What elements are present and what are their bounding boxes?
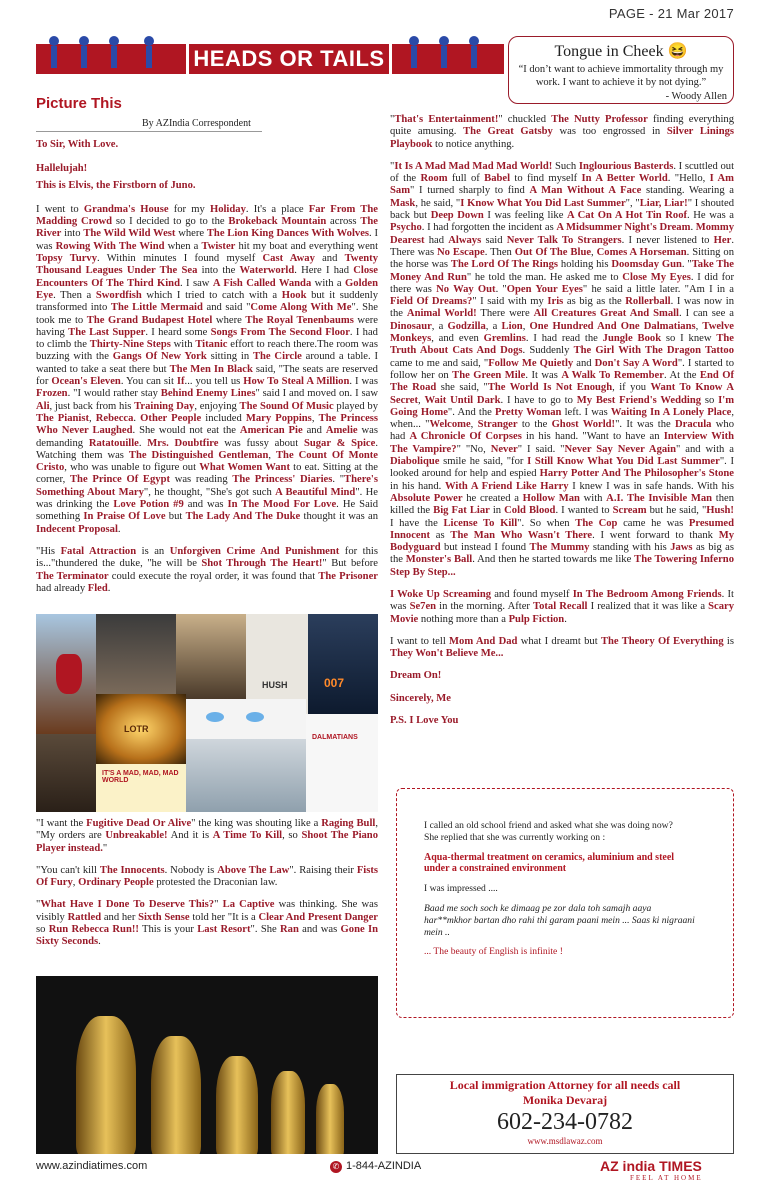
- movie-poster-collage: [36, 614, 378, 812]
- poster-tile: [96, 694, 186, 764]
- article-paragraph: "What Have I Done To Deserve This?" La Captive was thinking. She was visibly Rattled and her Sixth Sense told her "It is a Clear And Present Danger so Run Rebecca Run!! This is your Last Resort". She Ran and was Gone In Sixty Seconds.: [36, 899, 378, 948]
- article-paragraph: I went to Grandma's House for my Holiday. It's a place Far From The Madding Crowd so I decided to go to the Brokeback Mountain across The River into The Wild Wild West where The Lion King Dances With Wolves. I was Rowing With The Wind when a Twister hit my boat and everything went Topsy Turvy. Within minutes I found myself Cast Away and Twenty Thousand Leagues Under The Sea into the Waterworld. Here I had Close Encounters Of The Third Kind. I saw A Fish Called Wanda with a Golden Eye. Then a Swordfish which I tried to catch with a Hook but it suddenly transformed into The Little Mermaid and said "Come Along With Me". She took me to The Grand Budapest Hotel where The Royal Tenenbaums were having The Last Supper. I heard some Songs From The Second Floor. I had to climb the Thirty-Nine Steps with Titanic effort to reach there.The room was buzzing with the Gangs Of New York sitting in The Circle around a table. I wanted to take a seat there but The Men In Black said, "The seats are reserved for Ocean's Eleven. You can sit If... you tell us How To Steal A Million. I was Frozen. "I would rather stay Behind Enemy Lines" said I and moved on. I saw Ali, just back from his Training Day, enjoying The Sound Of Music played by The Pianist, Rebecca. Other People included Mary Poppins, The Princess Who Never Laughed. She would not eat the American Pie and Amelie was demanding Ratatouille. Mrs. Doubtfire was fussy about Sugar & Spice. Watching them was The Distinguished Gentleman, The Count Of Monte Cristo, who was unable to figure out What Women Want to eat. Sitting at the corner, The Prince Of Egypt was reading The Princess' Diaries. "There's Something About Mary", he thought, "She's got such A Beautiful Mind". He was drinking the Love Potion #9 and was In The Mood For Love. He Said something In Praise Of Love but The Lady And The Duke thought it was an Indecent Proposal.: [36, 203, 379, 535]
- oscar-statue: [271, 1071, 305, 1154]
- athlete-icon: [406, 36, 422, 82]
- phone-icon: ✆: [330, 1161, 342, 1173]
- poster-text: HUSH: [262, 680, 288, 690]
- azindia-times-logo: [600, 1158, 734, 1184]
- poster-text: DALMATIANS: [312, 734, 358, 741]
- ad-line: Local immigration Attorney for all needs call: [449, 1078, 681, 1092]
- poster-tile: [308, 614, 378, 714]
- anecdote-highlight: Aqua-thermal treatment on ceramics, aluminium and steel under a constrained environment: [424, 851, 675, 875]
- page-header: PAGE - 21 Mar 2017: [608, 6, 734, 21]
- ad-name: Monika Devaraj: [522, 1093, 608, 1107]
- banner-title: HEADS OR TAILS: [186, 44, 392, 74]
- athlete-icon: [76, 36, 92, 82]
- athlete-icon: [466, 36, 482, 82]
- ad-website[interactable]: www.msdlawaz.com: [527, 1136, 603, 1146]
- poster-tile: [186, 739, 306, 812]
- anecdote-end: ... The beauty of English is infinite !: [424, 946, 563, 958]
- oscar-statue: [76, 1016, 136, 1154]
- quote-title: Tongue in Cheek 😆: [554, 43, 688, 60]
- divider: [36, 131, 262, 132]
- oscar-statues-image: [36, 976, 378, 1154]
- byline: By AZIndia Correspondent: [142, 118, 251, 129]
- poster-text: LOTR: [124, 724, 149, 734]
- intro-line: This is Elvis, the Firstborn of Juno.: [36, 179, 196, 191]
- athlete-icon: [436, 36, 452, 82]
- article-paragraph: "You can't kill The Innocents. Nobody is Above The Law". Raising their Fists Of Fury, Ordinary People protested the Draconian law.: [36, 864, 379, 889]
- eye-shape: [206, 712, 224, 722]
- poster-tile: [36, 734, 96, 812]
- oscar-statue: [216, 1056, 258, 1154]
- article-paragraph: P.S. I Love You: [390, 715, 459, 727]
- footer-phone[interactable]: ✆ 1-844-AZINDIA: [330, 1160, 421, 1173]
- oscar-statue: [316, 1084, 344, 1154]
- intro-line: Hallelujah!: [36, 163, 88, 175]
- ruby-pendant: [56, 654, 82, 694]
- article-paragraph: "His Fatal Attraction is an Unforgiven Crime And Punishment for this is..."thundered the duke, "he will be Shot Through The Heart!" But before The Terminator could execute the royal order, it was found that The Prisoner had already Fled.: [36, 545, 378, 594]
- tongue-in-cheek-box: [508, 36, 734, 104]
- poster-text: IT'S A MAD, MAD, MAD WORLD: [102, 770, 179, 784]
- quote-author: - Woody Allen: [665, 91, 727, 102]
- athlete-icon: [106, 36, 122, 82]
- article-paragraph: Dream On!: [390, 670, 442, 682]
- poster-tile: [176, 614, 246, 699]
- footer-website[interactable]: www.azindiatimes.com: [36, 1160, 148, 1172]
- article-column-left-bottom: [36, 818, 378, 959]
- athlete-icon: [46, 36, 62, 82]
- article-paragraph: Sincerely, Me: [390, 692, 451, 704]
- article-paragraph: I Woke Up Screaming and found myself In The Bedroom Among Friends. It was Se7en in the morning. After Total Recall I realized that it was like a Scary Movie nothing more than a Pulp Fiction.: [390, 588, 735, 625]
- article-column-left: [36, 139, 378, 605]
- anecdote-line: I called an old school friend and asked what she was doing now? She replied that she was currently working on :: [424, 820, 673, 843]
- article-paragraph: "That's Entertainment!" chuckled The Nutty Professor finding everything quite amusing. The Great Gatsby was too engrossed in Silver Linings Playbook to notice anything.: [390, 114, 735, 150]
- section-title: Picture This: [36, 95, 122, 112]
- intro-line: To Sir, With Love.: [36, 139, 119, 150]
- article-column-right: [390, 114, 734, 737]
- poster-tile: [96, 614, 176, 694]
- article-paragraph: "I want the Fugitive Dead Or Alive" the king was shouting like a Raging Bull, "My orders are Unbreakable! And it is A Time To Kill, so Shoot The Piano Player instead.": [36, 818, 378, 854]
- poster-tile: [306, 714, 378, 812]
- anecdote-text: [424, 820, 696, 966]
- anecdote-line: I was impressed ....: [424, 883, 498, 895]
- article-paragraph: I want to tell Mom And Dad what I dreamt but The Theory Of Everything is They Won't Believe Me...: [390, 635, 734, 660]
- quote-body: “I don’t want to achieve immortality through my work. I want to achieve it by not dying.”: [518, 64, 724, 88]
- athlete-icon: [141, 36, 157, 82]
- attorney-ad: [396, 1074, 734, 1154]
- logo-tagline: FEEL AT HOME: [630, 1174, 703, 1182]
- heads-or-tails-banner: [36, 36, 504, 82]
- oscar-statue: [151, 1036, 201, 1154]
- article-paragraph: "It Is A Mad Mad Mad Mad World! Such Inglourious Basterds. I scuttled out of the Room full of Babel to find myself In A Better World. "Hello, I Am Sam" I turned sharply to find A Man Without A Face standing. Wearing a Mask, he said, "I Know What You Did Last Summer", "Liar, Liar!" I shouted back but Deep Down I was feeling like A Cat On A Hot Tin Roof. He was a Psycho. I had forgotten the incident as A Midsummer Night's Dream. Mommy Dearest had Always said Never Talk To Strangers. I never listened to Her. There was No Escape. Then Out Of The Blue, Comes A Horseman. Sitting on the horse was The Lord Of The Rings holding his Doomsday Gun. "Take The Money And Run" he told the man. He asked me to Close My Eyes. I did for there was No Way Out. "Open Your Eyes" he said a little later. "Am I in a Field Of Dreams?" I said with my Iris as big as the Rollerball. I was now in the Animal World! There were All Creatures Great And Small. I can see a Dinosaur, a Godzilla, a Lion, One Hundred And One Dalmatians, Twelve Monkeys, and even Gremlins. I had read the Jungle Book so I knew The Truth About Cats And Dogs. Suddenly The Girl With The Dragon Tattoo came to me and said, "Follow Me Quietly and Don't Say A Word". I started to follow her on The Green Mile. It was A Walk To Remember. At the End Of The Road she said, "The World Is Not Enough, if you Want To Know A Secret, Wait Until Dark. I have to go to My Best Friend's Wedding so I'm Going Home". And the Pretty Woman left. I was Waiting In A Lonely Place, when... "Welcome, Stranger to the Ghost World!". It was the Dracula who had A Chronicle Of Corpses in his hand. "Want to have an Interview With The Vampire?" "No, Never" I said. "Never Say Never Again" and with a Diabolique smile he said, "for I Still Know What You Did Last Summer". I looked around for help and espied Harry Potter And The Philosopher's Stone in his hand. With A Friend Like Harry I knew I was in safe hands. With his Absolute Power he created a Hollow Man with A.I. The Invisible Man then killed the Big Fat Liar in Cold Blood. I wanted to Scream but he said, "Hush! I have the License To Kill". So when The Cop came he was Presumed Innocent as The Man Who Wasn't There. I went forward to thank My Bodyguard but instead I found The Mummy standing with his Jaws as big as the Monster's Ball. And then he started towards me like The Towering Inferno Step By Step...: [390, 160, 735, 578]
- eye-shape: [246, 712, 264, 722]
- poster-tile: [96, 764, 186, 812]
- ad-phone[interactable]: 602-234-0782: [497, 1109, 633, 1135]
- poster-text: 007: [324, 676, 345, 690]
- logo-text: AZ india TIMES: [600, 1158, 702, 1174]
- anecdote-italic: Baad me soch soch ke dimaag pe zor dala toh samajh aaya har**mkhor bartan dho rahi thi garam paani mein ... Saas ki nigraani mein ..: [424, 902, 695, 938]
